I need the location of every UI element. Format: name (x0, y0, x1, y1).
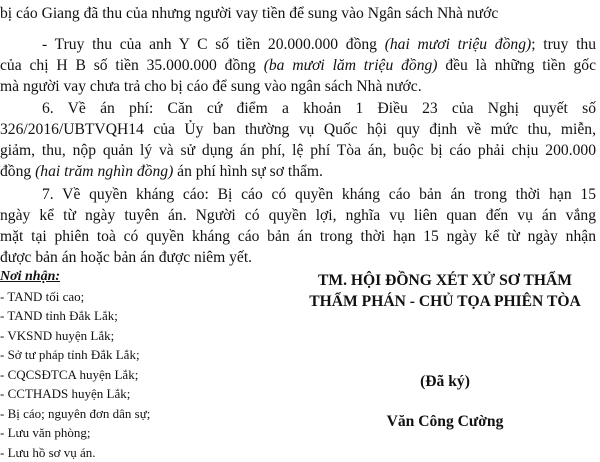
recipient-item: - Bị cáo; nguyên đơn dân sự; (0, 404, 250, 424)
paragraph-recovery (0, 34, 596, 97)
text-line: giảm, thu, nộp quản lý và sử dụng án phí, lệ phí Tòa án, buộc bị cáo phải chịu 200.000 (0, 140, 596, 161)
recipient-item: - VKSND huyện Lắk; (0, 326, 250, 346)
paragraph-appeal-rights (0, 184, 596, 268)
recipient-item: - CQCSĐTCA huyện Lắk; (0, 365, 250, 385)
recipient-item: - TAND tỉnh Đắk Lắk; (0, 306, 250, 326)
text-line: ngày kể từ ngày tuyên án. Người có quyền lợi, nghĩa vụ liên quan đến vụ án vắng (0, 205, 596, 226)
recipients-title: Nơi nhận: (0, 267, 250, 287)
recipient-item: - TAND tối cao; (0, 287, 250, 307)
text-line: 7. Về quyền kháng cáo: Bị cáo có quyền kháng cáo bản án trong thời hạn 15 (0, 184, 596, 205)
signature-name: Văn Công Cường (290, 413, 600, 431)
signature-judge-title: THẨM PHÁN - CHỦ TỌA PHIÊN TÒA (290, 291, 600, 312)
recipient-item: - Lưu văn phòng; (0, 423, 250, 443)
text-line: mặt tại phiên toà có quyền kháng cáo bản án trong thời hạn 15 ngày kể từ ngày nhận (0, 226, 596, 247)
text-line: của chị H B số tiền 35.000.000 đồng (ba mươi lăm triệu đồng) đều là những tiền gốc (0, 55, 596, 76)
text-line: đồng (hai trăm nghìn đồng) án phí hình sự sơ thẩm. (0, 161, 596, 182)
text-line: 326/2016/UBTVQH14 của Ủy ban thường vụ Quốc hội quy định về mức thu, miễn, (0, 119, 596, 140)
signature-signed-mark: (Đã ký) (290, 373, 600, 391)
text-line: được bản án hoặc bản án được niêm yết. (0, 247, 596, 268)
recipient-item: - Lưu hồ sơ vụ án. (0, 443, 250, 462)
text-line: 6. Về án phí: Căn cứ điểm a khoản 1 Điều 23 của Nghị quyết số (0, 98, 596, 119)
signature-block (290, 270, 600, 312)
text-line: bị cáo Giang đã thu của nhưng người vay tiền để sung vào Ngân sách Nhà nước (0, 3, 596, 24)
paragraph-court-fees (0, 98, 596, 182)
recipient-item: - Sở tư pháp tỉnh Đắk Lắk; (0, 345, 250, 365)
text-line: - Truy thu của anh Y C số tiền 20.000.000 đồng (hai mươi triệu đồng); truy thu (0, 34, 596, 55)
text-line: mà người vay chưa trả cho bị cáo để sung vào ngân sách Nhà nước. (0, 76, 596, 97)
signature-council-title: TM. HỘI ĐỒNG XÉT XỬ SƠ THẨM (290, 270, 600, 291)
recipients-block (0, 267, 250, 462)
recipient-item: - CCTHADS huyện Lắk; (0, 384, 250, 404)
paragraph-funds-intro (0, 3, 596, 24)
